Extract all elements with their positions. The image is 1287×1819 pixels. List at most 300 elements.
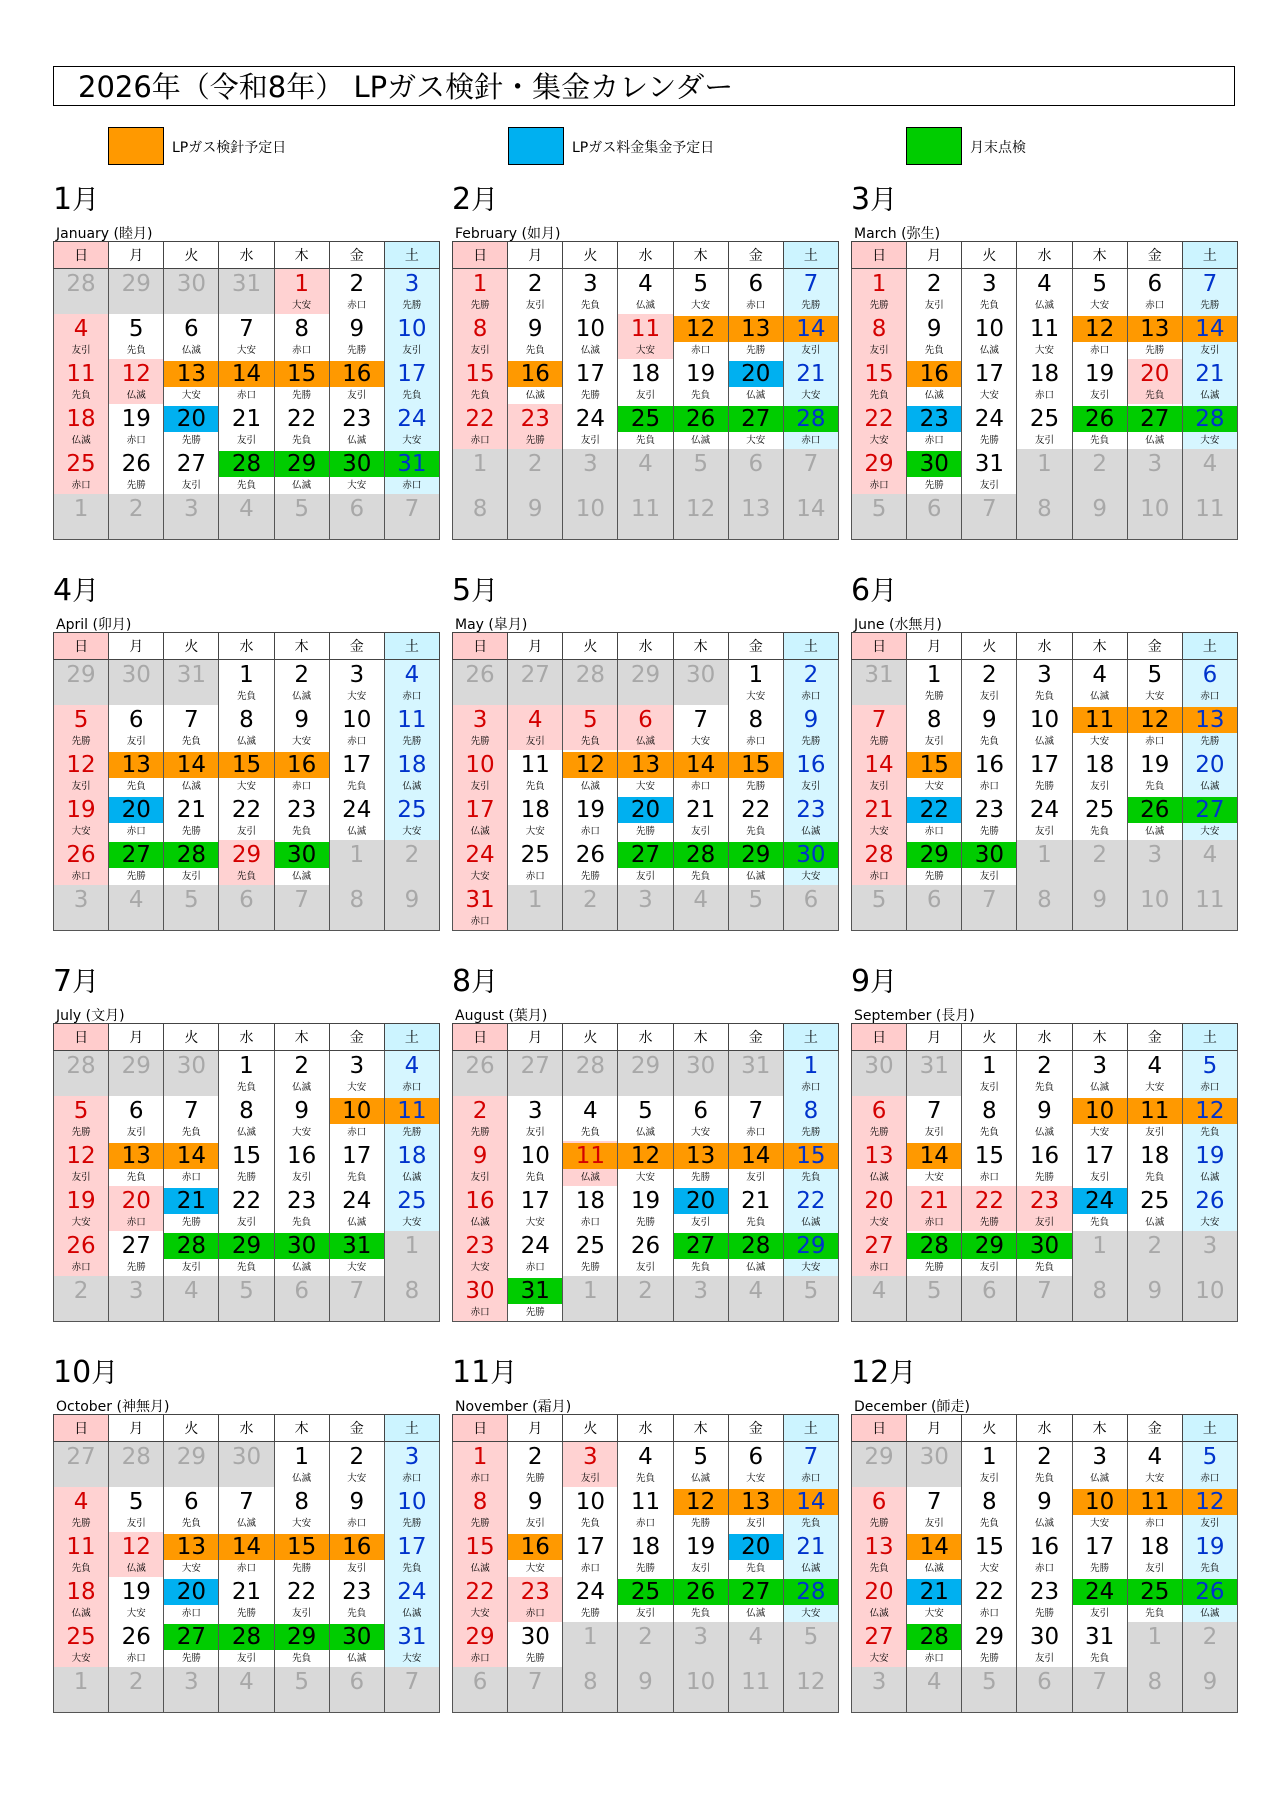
- day-number: 5: [693, 271, 708, 297]
- day-cell-other-month: [907, 1276, 962, 1322]
- day-number: 1: [1037, 842, 1052, 868]
- day-cell: [962, 1532, 1017, 1577]
- day-cell: [109, 1141, 164, 1186]
- day-number: 4: [583, 1098, 598, 1124]
- day-cell: [618, 705, 673, 750]
- rokuyo-label: 友引: [1090, 390, 1110, 401]
- weekday-header: 月: [508, 1415, 563, 1442]
- day-number: 30: [685, 662, 716, 688]
- day-number: 12: [796, 1669, 826, 1695]
- rokuyo-label: 仏滅: [635, 1127, 655, 1138]
- day-cell: [962, 705, 1017, 750]
- day-cell: [384, 750, 439, 795]
- day-number: 12: [685, 496, 716, 522]
- day-cell-other-month: [1017, 1667, 1072, 1713]
- day-number: 1: [583, 1278, 598, 1304]
- rokuyo-label: 友引: [181, 871, 201, 882]
- rokuyo-label: 大安: [236, 345, 256, 356]
- day-number: 31: [385, 451, 439, 477]
- day-cell-other-month: [907, 1667, 962, 1713]
- day-cell: [329, 750, 384, 795]
- day-number: 6: [748, 271, 764, 297]
- rokuyo-label: 先負: [1200, 1127, 1220, 1138]
- day-cell-other-month: [1127, 840, 1182, 885]
- day-cell-other-month: [54, 1442, 109, 1488]
- day-number: 28: [66, 1053, 96, 1079]
- day-number: 29: [275, 451, 329, 477]
- weekday-header: 水: [219, 1024, 274, 1051]
- day-number: 1: [1037, 451, 1052, 477]
- day-number: 2: [527, 271, 543, 297]
- day-cell-other-month: [219, 269, 274, 315]
- day-number: 1: [926, 662, 942, 688]
- day-cell: [54, 1577, 109, 1622]
- day-number: 26: [674, 406, 728, 432]
- rokuyo-label: 大安: [1090, 1127, 1110, 1138]
- day-number: 25: [397, 1188, 427, 1214]
- rokuyo-label: 友引: [1034, 435, 1054, 446]
- weekday-header: 日: [453, 1415, 508, 1442]
- day-number: 4: [1147, 1053, 1163, 1079]
- day-cell: [907, 404, 962, 449]
- rokuyo-label: 先勝: [181, 826, 201, 837]
- day-number: 5: [73, 1098, 89, 1124]
- day-number: 4: [638, 1444, 653, 1470]
- weekday-header: 金: [1127, 633, 1182, 660]
- rokuyo-label: 赤口: [1200, 1082, 1220, 1093]
- rokuyo-label: 大安: [292, 736, 312, 747]
- day-cell: [563, 269, 618, 315]
- rokuyo-label: 赤口: [801, 691, 821, 702]
- day-number: 12: [66, 1143, 96, 1169]
- day-number: 10: [575, 496, 605, 522]
- rokuyo-label: 先勝: [126, 480, 146, 491]
- rokuyo-label: 赤口: [924, 435, 944, 446]
- rokuyo-label: 仏滅: [801, 1217, 821, 1228]
- rokuyo-label: 友引: [181, 480, 201, 491]
- day-cell: [852, 314, 907, 359]
- weekday-header: 火: [962, 242, 1017, 269]
- day-cell: [783, 1577, 838, 1622]
- rokuyo-label: 仏滅: [470, 826, 490, 837]
- rokuyo-label: 先勝: [71, 1127, 91, 1138]
- rokuyo-label: 大安: [126, 1608, 146, 1619]
- day-cell-other-month: [54, 1667, 109, 1713]
- weekday-header: 金: [329, 242, 384, 269]
- day-cell: [783, 314, 838, 359]
- day-cell-other-month: [1072, 449, 1127, 494]
- day-cell: [783, 1096, 838, 1141]
- day-cell-other-month: [618, 1276, 673, 1322]
- day-number: 24: [1073, 1579, 1127, 1605]
- rokuyo-label: 仏滅: [691, 435, 711, 446]
- day-number: 27: [520, 1053, 550, 1079]
- rokuyo-label: 赤口: [71, 480, 91, 491]
- rokuyo-label: 赤口: [126, 1217, 146, 1228]
- day-cell: [1017, 1442, 1072, 1488]
- day-cell: [453, 1096, 508, 1141]
- rokuyo-label: 赤口: [126, 1653, 146, 1664]
- day-cell-other-month: [508, 1051, 563, 1097]
- day-cell-other-month: [852, 494, 907, 540]
- rokuyo-label: 赤口: [347, 1127, 367, 1138]
- day-cell: [508, 1577, 563, 1622]
- day-cell-other-month: [54, 494, 109, 540]
- rokuyo-label: 赤口: [525, 1608, 545, 1619]
- day-number: 31: [231, 271, 262, 297]
- day-cell: [673, 269, 728, 315]
- day-cell: [219, 314, 274, 359]
- month-number: 7: [53, 964, 73, 999]
- day-number: 3: [583, 271, 598, 297]
- rokuyo-label: 先勝: [1090, 1563, 1110, 1574]
- weekday-header: 月: [907, 633, 962, 660]
- day-number: 18: [575, 1188, 605, 1214]
- rokuyo-label: 先勝: [236, 1608, 256, 1619]
- day-number: 12: [1183, 1489, 1237, 1515]
- day-cell-other-month: [1127, 885, 1182, 931]
- rokuyo-label: 赤口: [1145, 1518, 1165, 1529]
- day-number: 26: [66, 842, 96, 868]
- title-box: [53, 66, 1235, 106]
- day-number: 24: [342, 1188, 372, 1214]
- day-number: 9: [294, 1098, 309, 1124]
- rokuyo-label: 赤口: [691, 781, 711, 792]
- rokuyo-label: 友引: [525, 736, 545, 747]
- day-number: 18: [1140, 1534, 1170, 1560]
- day-cell-other-month: [164, 269, 219, 315]
- rokuyo-label: 先負: [236, 871, 256, 882]
- day-cell-other-month: [109, 1276, 164, 1322]
- day-cell: [563, 1096, 618, 1141]
- day-cell: [907, 314, 962, 359]
- day-cell: [962, 795, 1017, 840]
- day-cell: [508, 750, 563, 795]
- rokuyo-label: 大安: [1200, 435, 1220, 446]
- month-title: [851, 965, 897, 1000]
- day-number: 10: [330, 1098, 384, 1124]
- day-cell: [618, 1577, 673, 1622]
- day-cell: [728, 1532, 783, 1577]
- day-cell: [1182, 1141, 1237, 1186]
- day-cell: [508, 269, 563, 315]
- rokuyo-label: 友引: [126, 1518, 146, 1529]
- day-number: 7: [982, 496, 997, 522]
- day-cell: [852, 705, 907, 750]
- day-number: 26: [674, 1579, 728, 1605]
- rokuyo-label: 友引: [979, 480, 999, 491]
- day-number: 10: [1073, 1489, 1127, 1515]
- rokuyo-label: 先負: [691, 390, 711, 401]
- day-number: 8: [748, 707, 764, 733]
- day-number: 3: [1202, 1233, 1218, 1259]
- day-cell: [384, 705, 439, 750]
- rokuyo-label: 先負: [635, 435, 655, 446]
- day-number: 20: [864, 1188, 894, 1214]
- day-cell: [852, 1141, 907, 1186]
- day-cell: [219, 1622, 274, 1667]
- day-cell: [508, 1096, 563, 1141]
- day-cell: [907, 1186, 962, 1231]
- rokuyo-label: 仏滅: [470, 1563, 490, 1574]
- day-number: 24: [575, 406, 605, 432]
- day-number: 17: [342, 1143, 372, 1169]
- day-cell: [673, 1096, 728, 1141]
- day-number: 25: [520, 842, 550, 868]
- rokuyo-label: 先勝: [525, 1653, 545, 1664]
- weekday-header: 水: [219, 633, 274, 660]
- weekday-header: 木: [1072, 242, 1127, 269]
- rokuyo-label: 仏滅: [1034, 300, 1054, 311]
- day-cell-other-month: [219, 1442, 274, 1488]
- day-number: 2: [638, 1624, 653, 1650]
- day-number: 9: [1202, 1669, 1218, 1695]
- day-cell: [1072, 660, 1127, 706]
- day-number: 28: [575, 1053, 605, 1079]
- day-cell-other-month: [1017, 1276, 1072, 1322]
- rokuyo-label: 仏滅: [71, 435, 91, 446]
- rokuyo-label: 先勝: [470, 1518, 490, 1529]
- rokuyo-label: 仏滅: [869, 1172, 889, 1183]
- day-cell: [329, 1532, 384, 1577]
- month-table: [53, 1023, 440, 1322]
- day-cell: [1072, 1141, 1127, 1186]
- day-number: 25: [1084, 797, 1115, 823]
- month-subtitle: July (文月): [56, 1008, 125, 1024]
- rokuyo-label: 友引: [1034, 1217, 1054, 1228]
- rokuyo-label: 仏滅: [869, 1608, 889, 1619]
- day-cell: [563, 1442, 618, 1488]
- rokuyo-label: 仏滅: [71, 1608, 91, 1619]
- weekday-header: 水: [618, 1024, 673, 1051]
- day-cell: [783, 1051, 838, 1097]
- day-number: 29: [121, 1053, 151, 1079]
- day-cell: [219, 1231, 274, 1276]
- day-cell-other-month: [673, 1622, 728, 1667]
- day-number: 8: [294, 1489, 309, 1515]
- day-number: 2: [1037, 1444, 1052, 1470]
- rokuyo-label: 仏滅: [181, 781, 201, 792]
- rokuyo-label: 仏滅: [292, 1082, 312, 1093]
- page-title: 2026年（令和8年） LPガス検針・集金カレンダー: [78, 70, 734, 104]
- day-cell: [1017, 1532, 1072, 1577]
- rokuyo-label: 先勝: [869, 1127, 889, 1138]
- day-cell: [109, 1577, 164, 1622]
- day-cell-other-month: [673, 885, 728, 931]
- rokuyo-label: 友引: [292, 1172, 312, 1183]
- day-cell-other-month: [1072, 494, 1127, 540]
- day-cell: [1072, 750, 1127, 795]
- rokuyo-label: 先負: [126, 1172, 146, 1183]
- day-cell: [164, 1577, 219, 1622]
- day-number: 15: [784, 1143, 838, 1169]
- day-cell-other-month: [164, 494, 219, 540]
- day-cell-other-month: [384, 494, 439, 540]
- day-cell: [1182, 705, 1237, 750]
- day-number: 3: [1092, 1053, 1107, 1079]
- day-cell-other-month: [1072, 1667, 1127, 1713]
- day-cell: [274, 1141, 329, 1186]
- rokuyo-label: 先勝: [181, 1217, 201, 1228]
- rokuyo-label: 友引: [635, 1262, 655, 1273]
- day-cell-other-month: [1182, 840, 1237, 885]
- rokuyo-label: 先負: [1145, 1608, 1165, 1619]
- weekday-header: 土: [384, 1415, 439, 1442]
- day-number: 10: [397, 316, 427, 342]
- day-number: 18: [1084, 752, 1115, 778]
- day-cell: [783, 1442, 838, 1488]
- day-cell-other-month: [164, 885, 219, 931]
- day-number: 6: [294, 1278, 309, 1304]
- day-number: 29: [275, 1624, 329, 1650]
- rokuyo-label: 赤口: [470, 435, 490, 446]
- day-number: 10: [1195, 1278, 1225, 1304]
- rokuyo-label: 仏滅: [746, 390, 766, 401]
- weekday-header: 金: [728, 633, 783, 660]
- rokuyo-label: 先勝: [924, 1262, 944, 1273]
- day-cell: [1017, 705, 1072, 750]
- rokuyo-label: 友引: [525, 300, 545, 311]
- rokuyo-label: 大安: [869, 1217, 889, 1228]
- rokuyo-label: 先負: [1034, 1082, 1054, 1093]
- day-cell: [274, 1051, 329, 1097]
- day-cell: [563, 840, 618, 885]
- rokuyo-label: 赤口: [801, 1082, 821, 1093]
- day-number: 3: [349, 1053, 365, 1079]
- rokuyo-label: 赤口: [470, 1653, 490, 1664]
- day-number: 17: [465, 797, 495, 823]
- day-number: 17: [575, 1534, 605, 1560]
- day-number: 29: [864, 451, 894, 477]
- rokuyo-label: 先勝: [1034, 1172, 1054, 1183]
- month-number: 10: [53, 1355, 92, 1390]
- day-cell-other-month: [164, 1442, 219, 1488]
- weekday-header: 金: [1127, 242, 1182, 269]
- rokuyo-label: 友引: [292, 1608, 312, 1619]
- month-number: 4: [53, 573, 73, 608]
- day-number: 13: [1183, 707, 1237, 733]
- day-number: 3: [349, 662, 365, 688]
- weekday-header: 水: [618, 633, 673, 660]
- day-number: 17: [974, 361, 1004, 387]
- day-cell: [962, 750, 1017, 795]
- day-cell: [618, 1442, 673, 1488]
- weekday-header: 土: [1182, 242, 1237, 269]
- day-cell: [219, 750, 274, 795]
- rokuyo-label: 赤口: [126, 435, 146, 446]
- weekday-header: 土: [783, 633, 838, 660]
- rokuyo-label: 先勝: [402, 736, 422, 747]
- day-cell: [109, 1231, 164, 1276]
- day-number: 24: [1029, 797, 1060, 823]
- rokuyo-label: 大安: [470, 1262, 490, 1273]
- day-number: 26: [630, 1233, 661, 1259]
- day-number: 27: [520, 662, 550, 688]
- day-number: 12: [674, 1489, 728, 1515]
- day-cell-other-month: [618, 1667, 673, 1713]
- day-number: 18: [1140, 1143, 1170, 1169]
- day-cell: [783, 795, 838, 840]
- rokuyo-label: 大安: [71, 1653, 91, 1664]
- day-number: 28: [907, 1624, 961, 1650]
- day-cell: [852, 1577, 907, 1622]
- day-cell-other-month: [54, 269, 109, 315]
- day-cell: [783, 1141, 838, 1186]
- day-cell: [54, 705, 109, 750]
- day-cell-other-month: [453, 1667, 508, 1713]
- rokuyo-label: 仏滅: [292, 480, 312, 491]
- day-number: 3: [404, 271, 420, 297]
- month-subtitle: August (葉月): [455, 1008, 548, 1024]
- rokuyo-label: 友引: [525, 1518, 545, 1529]
- day-number: 13: [164, 1534, 218, 1560]
- rokuyo-label: 先勝: [869, 736, 889, 747]
- day-cell: [1127, 1577, 1182, 1622]
- rokuyo-label: 先勝: [746, 345, 766, 356]
- day-cell-other-month: [219, 1667, 274, 1713]
- day-number: 27: [864, 1624, 894, 1650]
- day-cell: [164, 1622, 219, 1667]
- day-cell: [453, 795, 508, 840]
- month-number: 1: [53, 182, 73, 217]
- day-cell: [1182, 1487, 1237, 1532]
- rokuyo-label: 仏滅: [1090, 1473, 1110, 1484]
- rokuyo-label: 仏滅: [402, 1608, 422, 1619]
- day-cell: [508, 1186, 563, 1231]
- rokuyo-label: 先勝: [924, 691, 944, 702]
- day-number: 26: [465, 662, 495, 688]
- day-number: 10: [520, 1143, 550, 1169]
- rokuyo-label: 友引: [470, 1172, 490, 1183]
- day-number: 25: [1029, 406, 1060, 432]
- day-cell: [384, 359, 439, 404]
- day-number: 7: [982, 887, 997, 913]
- day-number: 6: [748, 451, 764, 477]
- day-number: 11: [1128, 1098, 1182, 1124]
- day-cell-other-month: [783, 1622, 838, 1667]
- day-number: 27: [164, 1624, 218, 1650]
- rokuyo-label: 先勝: [1200, 300, 1220, 311]
- day-cell: [164, 795, 219, 840]
- day-number: 1: [871, 271, 887, 297]
- rokuyo-label: 大安: [292, 1518, 312, 1529]
- day-cell: [274, 404, 329, 449]
- rokuyo-label: 先負: [1090, 1217, 1110, 1228]
- day-cell: [164, 1231, 219, 1276]
- day-number: 16: [1029, 1534, 1060, 1560]
- day-number: 3: [583, 1444, 598, 1470]
- day-cell-other-month: [728, 494, 783, 540]
- day-cell-other-month: [109, 1051, 164, 1097]
- day-number: 10: [685, 1669, 716, 1695]
- weekday-header: 土: [783, 1024, 838, 1051]
- day-number: 30: [231, 1444, 262, 1470]
- rokuyo-label: 先勝: [979, 826, 999, 837]
- day-number: 8: [1037, 496, 1052, 522]
- rokuyo-label: 大安: [1090, 736, 1110, 747]
- day-number: 19: [685, 1534, 716, 1560]
- rokuyo-label: 大安: [924, 1608, 944, 1619]
- rokuyo-label: 仏滅: [924, 1563, 944, 1574]
- rokuyo-label: 大安: [1145, 691, 1165, 702]
- month-title: [452, 965, 498, 1000]
- day-cell: [109, 1622, 164, 1667]
- rokuyo-label: 赤口: [691, 345, 711, 356]
- day-cell: [907, 1532, 962, 1577]
- rokuyo-label: 先勝: [924, 871, 944, 882]
- day-number: 28: [784, 406, 838, 432]
- day-number: 7: [294, 887, 309, 913]
